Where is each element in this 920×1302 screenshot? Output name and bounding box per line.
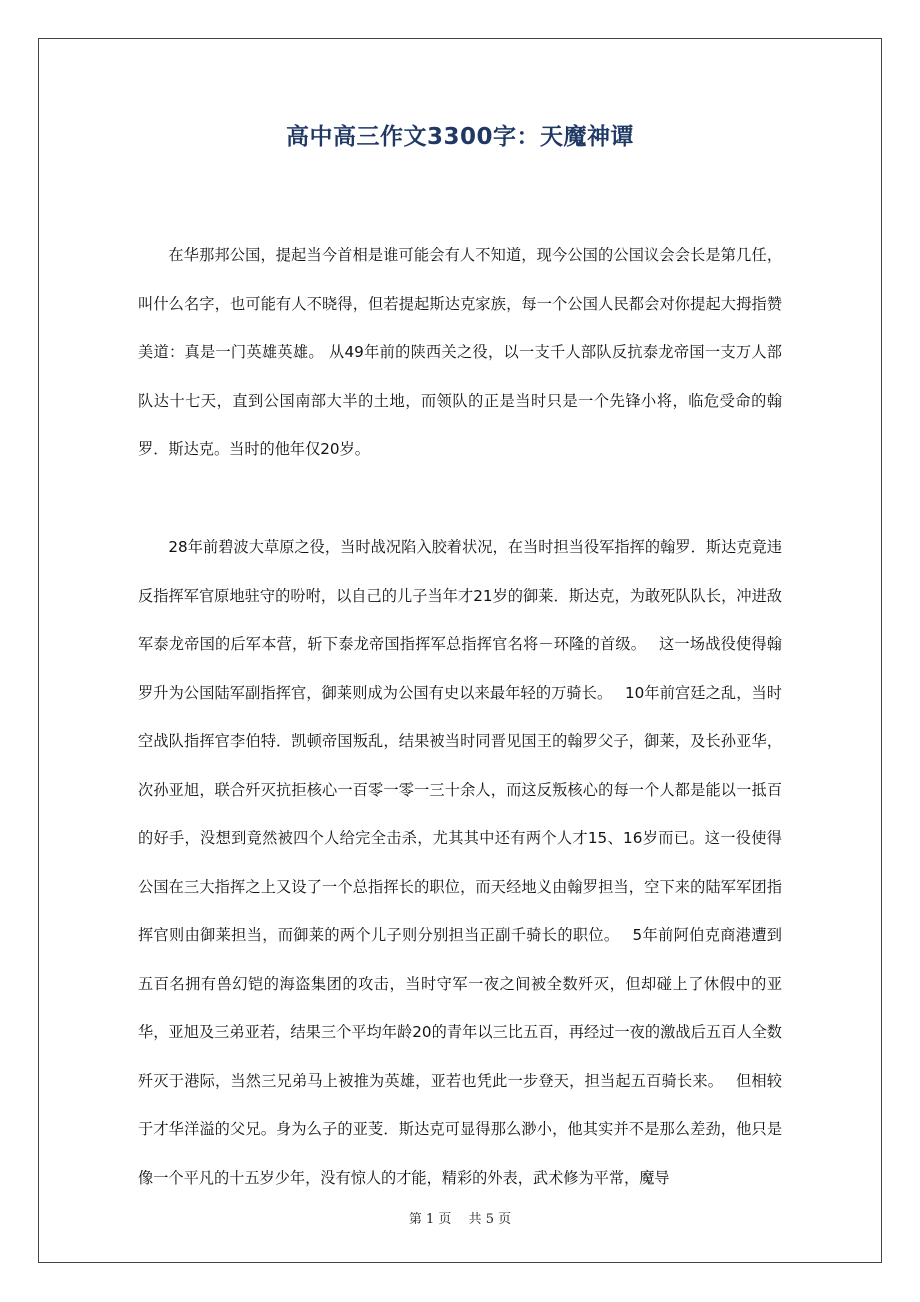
document-title: 高中高三作文3300字：天魔神谭 [285, 124, 634, 150]
page-footer: 第 1 页 共 5 页 [408, 1212, 512, 1227]
paragraph-1: 在华那邦公国，提起当今首相是谁可能会有人不知道，现今公国的公国议会会长是第几任，叫什么名字，也可能有人不晓得，但若提起斯达克家族，每一个公国人民都会对你提起大拇指赞美道：真是一门英雄英雄。 从49年前的陕西关之役，以一支千人部队反抗泰龙帝国一支万人部队达十七天，直到公国南部大半的土地，而领队的正是当时只是一个先锋小将，临危受命的翰罗．斯达克。当时的他年仅20岁。 [138, 246, 782, 458]
paragraph-2: 28年前碧波大草原之役，当时战况陷入胶着状况，在当时担当役军指挥的翰罗．斯达克竟违反指挥军官原地驻守的吩咐，以自己的儿子当年才21岁的御莱．斯达克，为敢死队队长，冲进敌军泰龙帝国的后军本营，斩下泰龙帝国指挥军总指挥官名将－环隆的首级。 这一场战役使得翰罗升为公国陆军副指挥官，御莱则成为公国有史以来最年轻的万骑长。 10年前宫廷之乱，当时空战队指挥官李伯特．凯顿帝国叛乱，结果被当时同晋见国王的翰罗父子，御莱，及长孙亚华，次孙亚旭，联合歼灭抗拒核心一百零一零一三十余人，而这反叛核心的每一个人都是能以一抵百的好手，没想到竟然被四个人给完全击杀，尤其其中还有两个人才15、16岁而已。这一役使得公国在三大指挥之上又设了一个总指挥长的职位，而天经地义由翰罗担当，空下来的陆军军团指挥官则由御莱担当，而御莱的两个儿子则分别担当正副千骑长的职位。 5年前阿伯克商港遭到五百名拥有兽幻铠的海盗集团的攻击，当时守军一夜之间被全数歼灭，但却碰上了休假中的亚华，亚旭及三弟亚若，结果三个平均年龄20的青年以三比五百，再经过一夜的激战后五百人全数歼灭于港际，当然三兄弟马上被推为英雄，亚若也凭此一步登天，担当起五百骑长来。 但相较于才华洋溢的父兄。身为么子的亚芰．斯达克可显得那么渺小，他其实并不是那么差劲，他只是像一个平凡的十五岁少年，没有惊人的才能，精彩的外表，武术修为平常，魔导 [138, 538, 782, 1187]
